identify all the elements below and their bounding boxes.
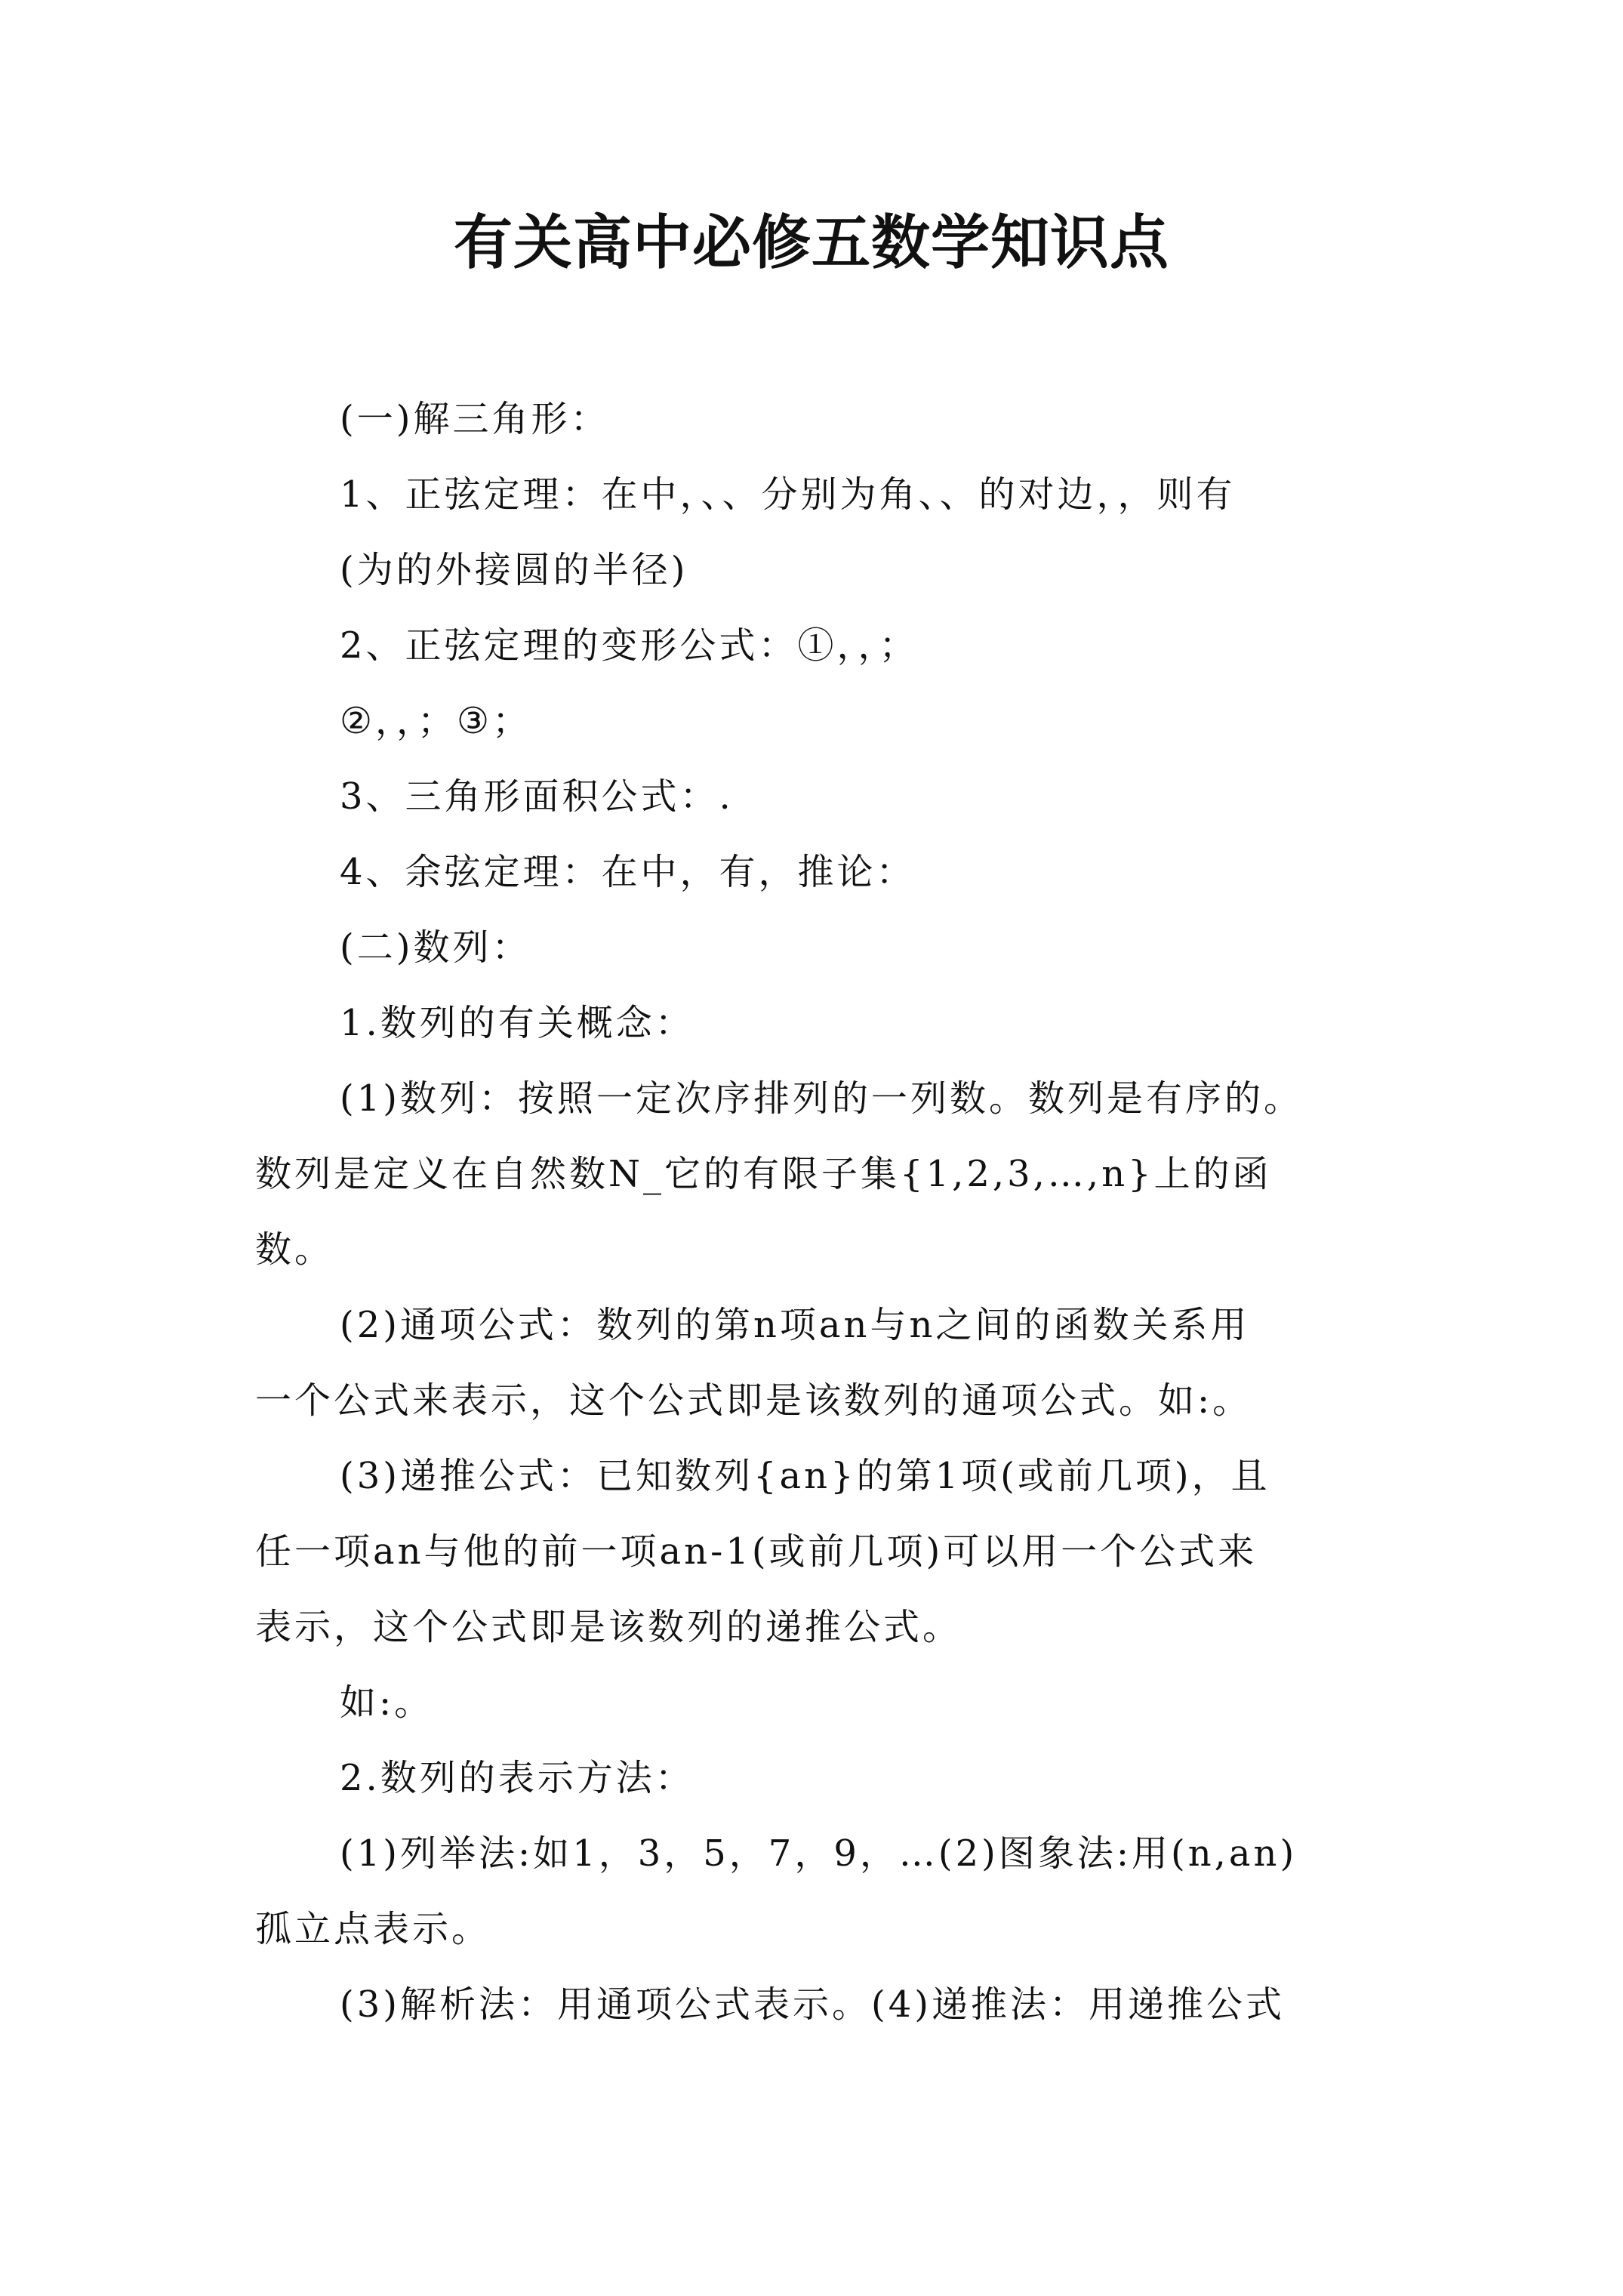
subheading-line: 2.数列的表示方法： bbox=[340, 1757, 694, 1799]
paragraph-line: 4、余弦定理：在中，有，推论： bbox=[340, 851, 916, 893]
paragraph-line: 3、三角形面积公式：. bbox=[340, 775, 734, 818]
paragraph-line: (为的外接圆的半径) bbox=[340, 549, 688, 591]
paragraph-line: (3)递推公式：已知数列{an}的第1项(或前几项)，且 bbox=[340, 1455, 1270, 1497]
paragraph-line: 如:。 bbox=[340, 1681, 434, 1724]
document-title: 有关高中必修五数学知识点 bbox=[453, 209, 1169, 277]
paragraph-line: 孤立点表示。 bbox=[255, 1908, 491, 1950]
paragraph-line: (1)数列：按照一定次序排列的一列数。数列是有序的。 bbox=[340, 1077, 1303, 1120]
section-heading-triangle: (一)解三角形： bbox=[340, 398, 610, 440]
paragraph-line: 1、正弦定理：在中，、、分别为角、、的对边，，则有 bbox=[340, 473, 1236, 516]
paragraph-line: 表示，这个公式即是该数列的递推公式。 bbox=[255, 1606, 962, 1648]
section-heading-sequence: (二)数列： bbox=[340, 926, 531, 969]
paragraph-line: (1)列举法:如1，3，5，7，9，…(2)图象法:用(n,an) bbox=[340, 1832, 1298, 1875]
document-body bbox=[255, 381, 1397, 2042]
paragraph-line: (3)解析法：用通项公式表示。(4)递推法：用递推公式 bbox=[340, 1983, 1285, 2026]
paragraph-line: 数。 bbox=[255, 1228, 334, 1271]
paragraph-line: (2)通项公式：数列的第n项an与n之间的函数关系用 bbox=[340, 1304, 1250, 1346]
paragraph-line: 数列是定义在自然数N_它的有限子集{1,2,3,…,n}上的函 bbox=[255, 1153, 1272, 1195]
paragraph-line: 2、正弦定理的变形公式：①，，； bbox=[340, 624, 919, 667]
paragraph-line: ②，，；③； bbox=[340, 700, 532, 742]
paragraph-line: 任一项an与他的前一项an-1(或前几项)可以用一个公式来 bbox=[255, 1530, 1258, 1573]
subheading-line: 1.数列的有关概念： bbox=[340, 1002, 694, 1044]
paragraph-line: 一个公式来表示，这个公式即是该数列的通项公式。如:。 bbox=[255, 1379, 1252, 1422]
